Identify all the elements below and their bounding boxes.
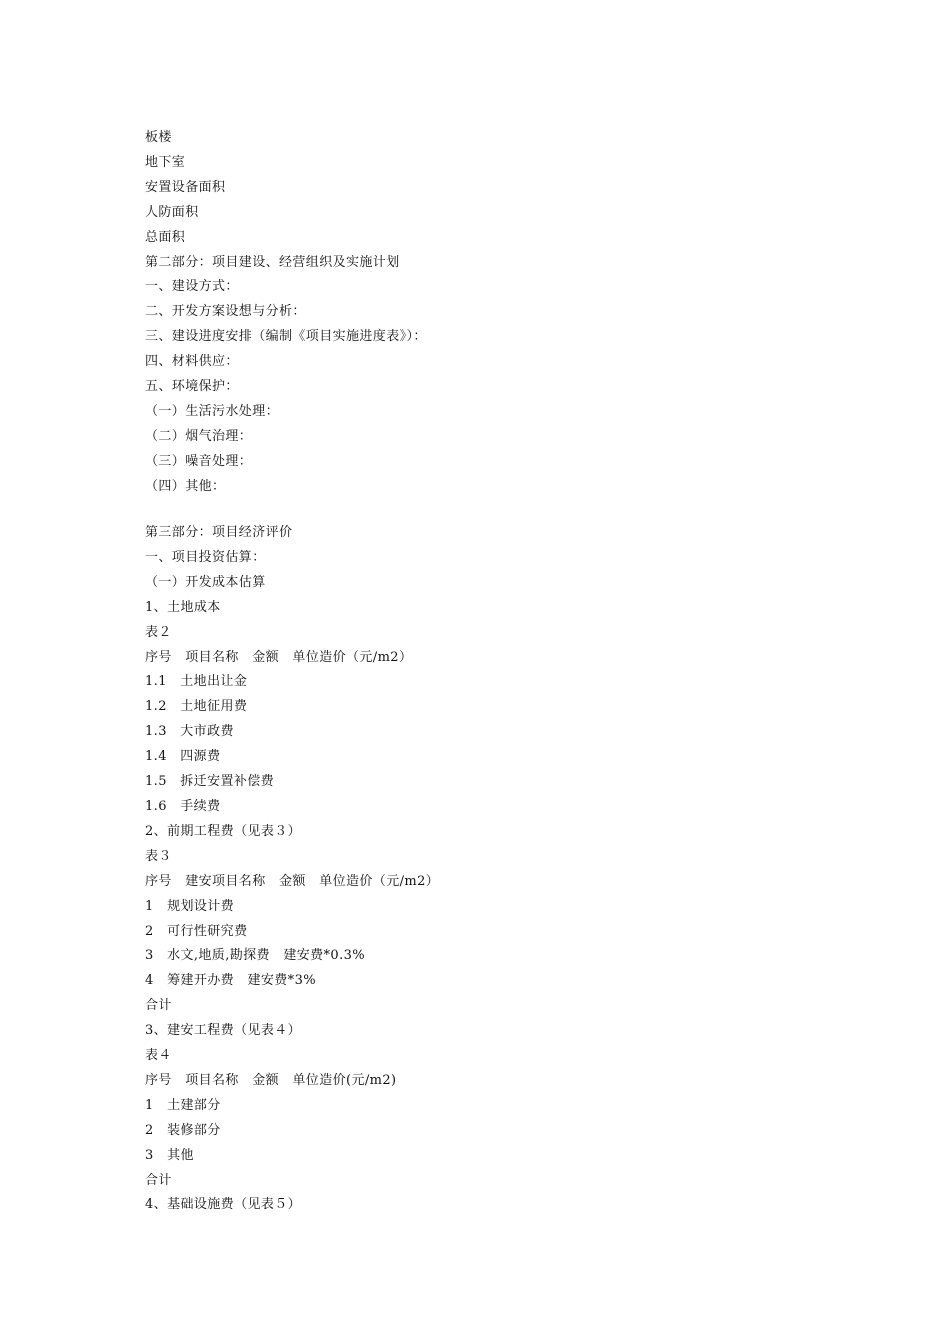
text-line: 一、项目投资估算： [145,549,266,565]
text-line: 五、环境保护： [145,379,239,395]
table-row-line: 2 可行性研究费 [145,923,248,939]
table-row-line: 1.3 大市政费 [145,724,234,740]
section-heading: 第三部分：项目经济评价 [145,525,293,540]
text-line: 1、土地成本 [145,599,221,615]
text-line: （一）开发成本估算 [145,574,266,590]
table-row-line: 2 装修部分 [145,1122,221,1138]
table-caption: 表４ [145,1048,172,1064]
section-heading: 第二部分：项目建设、经营组织及实施计划 [145,254,400,270]
text-line: 板楼 [145,130,172,145]
text-line: 2、前期工程费（见表３） [145,823,302,839]
text-line: 地下室 [145,154,186,170]
text-line: （三）噪音处理： [145,453,253,469]
table-row-line: 1.6 手续费 [145,798,221,814]
text-line: （二）烟气治理： [145,428,253,444]
text-line: （一）生活污水处理： [145,403,280,419]
text-line: 四、材料供应： [145,354,239,370]
table-header-line: 序号 建安项目名称 金额 单位造价（元/m2） [145,873,440,889]
table-row-line: 3 水文,地质,勘探费 建安费*0.3% [145,948,366,964]
table-row-line: 1.1 土地出让金 [145,674,248,690]
table-row-line: 1 规划设计费 [145,898,235,914]
text-line: 3、建安工程费（见表４） [145,1023,302,1039]
table-row-line: 3 其他 [145,1147,194,1163]
text-block-bottom [145,521,905,1218]
text-line: 4、基础设施费（见表５） [145,1197,302,1213]
table-row-line: 1.5 拆迁安置补偿费 [145,774,275,790]
text-line: 二、开发方案设想与分析： [145,304,306,320]
text-line: （四）其他： [145,478,226,494]
table-caption: 表３ [145,848,172,864]
text-block-top [145,126,905,500]
table-header-line: 序号 项目名称 金额 单位造价(元/m2) [145,1072,397,1088]
text-line: 三、建设进度安排（编制《项目实施进度表》）： [145,329,427,345]
text-line: 安置设备面积 [145,179,226,195]
text-line: 总面积 [145,229,186,245]
table-total-line: 合计 [145,1172,172,1188]
table-row-line: 1.4 四源费 [145,749,221,765]
table-row-line: 1 土建部分 [145,1097,221,1113]
text-line: 一、建设方式： [145,279,239,295]
table-row-line: 4 筹建开办费 建安费*3% [145,973,316,989]
table-total-line: 合计 [145,998,172,1014]
text-line: 人防面积 [145,204,199,220]
table-caption: 表２ [145,624,172,640]
table-row-line: 1.2 土地征用费 [145,699,248,715]
table-header-line: 序号 项目名称 金额 单位造价（元/m2） [145,649,413,665]
